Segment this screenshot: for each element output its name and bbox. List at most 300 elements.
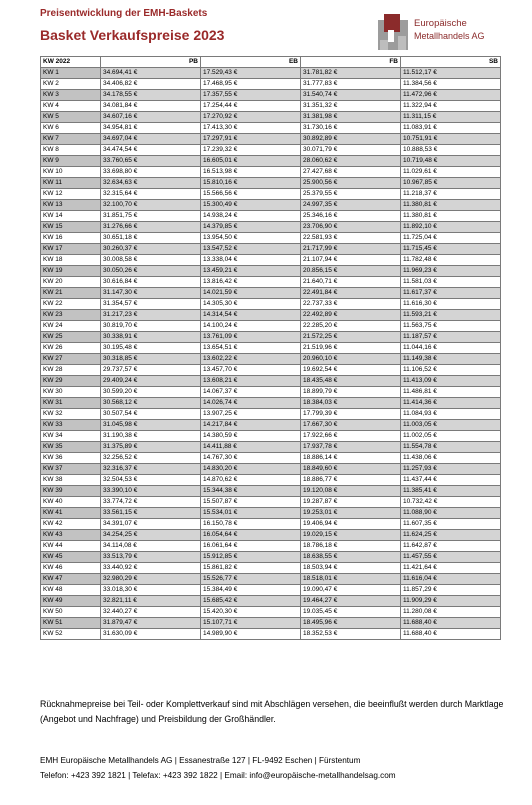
cell-kw: KW 28	[41, 365, 101, 376]
cell-sb: 11.607,35 €	[401, 519, 501, 530]
cell-kw: KW 45	[41, 552, 101, 563]
cell-sb: 11.624,25 €	[401, 530, 501, 541]
cell-pb: 31.375,89 €	[101, 442, 201, 453]
cell-sb: 11.581,03 €	[401, 277, 501, 288]
cell-kw: KW 31	[41, 398, 101, 409]
cell-sb: 11.593,21 €	[401, 310, 501, 321]
cell-fb: 18.518,01 €	[301, 574, 401, 585]
cell-eb: 15.912,85 €	[201, 552, 301, 563]
cell-fb: 21.640,71 €	[301, 277, 401, 288]
cell-kw: KW 37	[41, 464, 101, 475]
cell-kw: KW 18	[41, 255, 101, 266]
cell-kw: KW 49	[41, 596, 101, 607]
cell-pb: 32.440,27 €	[101, 607, 201, 618]
cell-eb: 17.270,92 €	[201, 112, 301, 123]
table-row	[41, 189, 501, 200]
cell-eb: 13.954,50 €	[201, 233, 301, 244]
cell-pb: 34.474,54 €	[101, 145, 201, 156]
table-row	[41, 68, 501, 79]
cell-pb: 30.599,20 €	[101, 387, 201, 398]
cell-kw: KW 15	[41, 222, 101, 233]
cell-pb: 30.507,54 €	[101, 409, 201, 420]
cell-pb: 33.440,92 €	[101, 563, 201, 574]
cell-sb: 11.857,29 €	[401, 585, 501, 596]
cell-fb: 18.899,79 €	[301, 387, 401, 398]
cell-fb: 18.435,48 €	[301, 376, 401, 387]
cell-eb: 15.861,82 €	[201, 563, 301, 574]
cell-pb: 34.607,16 €	[101, 112, 201, 123]
cell-kw: KW 6	[41, 123, 101, 134]
cell-eb: 16.605,01 €	[201, 156, 301, 167]
table-row	[41, 200, 501, 211]
table-row	[41, 453, 501, 464]
cell-pb: 30.651,18 €	[101, 233, 201, 244]
cell-pb: 30.050,26 €	[101, 266, 201, 277]
table-row	[41, 255, 501, 266]
cell-eb: 14.380,59 €	[201, 431, 301, 442]
cell-fb: 25.900,56 €	[301, 178, 401, 189]
column-header-sb: SB	[401, 57, 501, 68]
cell-eb: 16.054,64 €	[201, 530, 301, 541]
table-row	[41, 552, 501, 563]
cell-fb: 18.886,77 €	[301, 475, 401, 486]
cell-eb: 15.384,49 €	[201, 585, 301, 596]
cell-sb: 11.486,81 €	[401, 387, 501, 398]
cell-pb: 32.821,11 €	[101, 596, 201, 607]
cell-kw: KW 29	[41, 376, 101, 387]
cell-fb: 21.572,25 €	[301, 332, 401, 343]
table-row	[41, 563, 501, 574]
cell-eb: 15.507,87 €	[201, 497, 301, 508]
table-row	[41, 420, 501, 431]
cell-kw: KW 47	[41, 574, 101, 585]
cell-sb: 11.512,17 €	[401, 68, 501, 79]
cell-sb: 11.616,04 €	[401, 574, 501, 585]
cell-eb: 14.938,24 €	[201, 211, 301, 222]
cell-pb: 32.504,53 €	[101, 475, 201, 486]
cell-pb: 31.147,30 €	[101, 288, 201, 299]
cell-kw: KW 12	[41, 189, 101, 200]
cell-sb: 11.218,37 €	[401, 189, 501, 200]
cell-pb: 30.338,91 €	[101, 332, 201, 343]
cell-fb: 23.706,90 €	[301, 222, 401, 233]
table-row	[41, 530, 501, 541]
cell-sb: 11.106,52 €	[401, 365, 501, 376]
cell-kw: KW 1	[41, 68, 101, 79]
cell-sb: 10.719,48 €	[401, 156, 501, 167]
cell-pb: 33.390,10 €	[101, 486, 201, 497]
table-row	[41, 310, 501, 321]
cell-sb: 11.002,05 €	[401, 431, 501, 442]
cell-pb: 31.879,47 €	[101, 618, 201, 629]
cell-fb: 19.029,15 €	[301, 530, 401, 541]
cell-kw: KW 2	[41, 79, 101, 90]
cell-pb: 34.178,55 €	[101, 90, 201, 101]
cell-pb: 33.760,65 €	[101, 156, 201, 167]
cell-eb: 16.150,78 €	[201, 519, 301, 530]
cell-eb: 17.468,95 €	[201, 79, 301, 90]
cell-kw: KW 17	[41, 244, 101, 255]
cell-fb: 19.253,01 €	[301, 508, 401, 519]
cell-kw: KW 34	[41, 431, 101, 442]
cell-fb: 18.638,55 €	[301, 552, 401, 563]
cell-kw: KW 11	[41, 178, 101, 189]
cell-kw: KW 38	[41, 475, 101, 486]
cell-sb: 10.967,85 €	[401, 178, 501, 189]
cell-pb: 31.190,38 €	[101, 431, 201, 442]
cell-eb: 13.608,21 €	[201, 376, 301, 387]
cell-sb: 11.554,78 €	[401, 442, 501, 453]
cell-sb: 11.044,16 €	[401, 343, 501, 354]
table-row	[41, 398, 501, 409]
cell-sb: 11.257,93 €	[401, 464, 501, 475]
cell-eb: 17.357,55 €	[201, 90, 301, 101]
cell-sb: 11.029,61 €	[401, 167, 501, 178]
cell-kw: KW 32	[41, 409, 101, 420]
cell-fb: 18.384,03 €	[301, 398, 401, 409]
cell-pb: 33.774,72 €	[101, 497, 201, 508]
cell-pb: 34.081,84 €	[101, 101, 201, 112]
cell-fb: 31.777,83 €	[301, 79, 401, 90]
cell-pb: 31.851,75 €	[101, 211, 201, 222]
cell-kw: KW 9	[41, 156, 101, 167]
cell-eb: 13.457,70 €	[201, 365, 301, 376]
table-row	[41, 167, 501, 178]
table-row	[41, 222, 501, 233]
cell-pb: 34.254,25 €	[101, 530, 201, 541]
cell-fb: 20.856,15 €	[301, 266, 401, 277]
footer-address: EMH Europäische Metallhandels AG | Essanestraße 127 | FL-9492 Eschen | Fürstentum	[40, 756, 361, 765]
table-row	[41, 486, 501, 497]
cell-kw: KW 33	[41, 420, 101, 431]
cell-eb: 14.021,59 €	[201, 288, 301, 299]
cell-fb: 17.667,30 €	[301, 420, 401, 431]
cell-sb: 11.617,37 €	[401, 288, 501, 299]
cell-sb: 11.472,96 €	[401, 90, 501, 101]
cell-sb: 11.280,08 €	[401, 607, 501, 618]
table-row	[41, 277, 501, 288]
cell-eb: 17.529,43 €	[201, 68, 301, 79]
cell-sb: 11.311,15 €	[401, 112, 501, 123]
cell-sb: 10.888,53 €	[401, 145, 501, 156]
cell-pb: 34.406,82 €	[101, 79, 201, 90]
cell-pb: 31.045,98 €	[101, 420, 201, 431]
cell-kw: KW 27	[41, 354, 101, 365]
cell-sb: 11.384,56 €	[401, 79, 501, 90]
cell-pb: 34.391,07 €	[101, 519, 201, 530]
cell-eb: 13.602,22 €	[201, 354, 301, 365]
column-header-kw: KW 2022	[41, 57, 101, 68]
cell-kw: KW 7	[41, 134, 101, 145]
cell-eb: 16.061,64 €	[201, 541, 301, 552]
logo-line-2: Metallhandels AG	[414, 31, 485, 41]
cell-kw: KW 4	[41, 101, 101, 112]
table-row	[41, 156, 501, 167]
cell-pb: 30.195,48 €	[101, 343, 201, 354]
table-row	[41, 585, 501, 596]
table-row	[41, 101, 501, 112]
cell-pb: 33.018,30 €	[101, 585, 201, 596]
cell-sb: 11.438,06 €	[401, 453, 501, 464]
cell-pb: 31.354,57 €	[101, 299, 201, 310]
table-row	[41, 596, 501, 607]
cell-sb: 11.909,29 €	[401, 596, 501, 607]
cell-fb: 18.786,18 €	[301, 541, 401, 552]
cell-sb: 11.715,45 €	[401, 244, 501, 255]
cell-sb: 11.003,05 €	[401, 420, 501, 431]
table-row	[41, 112, 501, 123]
cell-fb: 22.581,93 €	[301, 233, 401, 244]
cell-pb: 32.980,29 €	[101, 574, 201, 585]
cell-eb: 15.420,30 €	[201, 607, 301, 618]
table-row	[41, 354, 501, 365]
table-row	[41, 90, 501, 101]
cell-fb: 20.960,10 €	[301, 354, 401, 365]
cell-pb: 30.616,84 €	[101, 277, 201, 288]
cell-fb: 19.287,87 €	[301, 497, 401, 508]
footer	[40, 753, 520, 783]
cell-sb: 11.414,36 €	[401, 398, 501, 409]
table-row	[41, 508, 501, 519]
cell-sb: 11.563,75 €	[401, 321, 501, 332]
cell-sb: 11.457,55 €	[401, 552, 501, 563]
cell-eb: 17.413,30 €	[201, 123, 301, 134]
table-row	[41, 629, 501, 640]
cell-eb: 14.830,20 €	[201, 464, 301, 475]
table-row	[41, 618, 501, 629]
cell-fb: 18.503,94 €	[301, 563, 401, 574]
cell-sb: 11.088,90 €	[401, 508, 501, 519]
cell-eb: 13.338,04 €	[201, 255, 301, 266]
cell-eb: 14.100,24 €	[201, 321, 301, 332]
table-row	[41, 134, 501, 145]
cell-sb: 11.380,81 €	[401, 211, 501, 222]
cell-eb: 17.297,91 €	[201, 134, 301, 145]
table-row	[41, 299, 501, 310]
cell-kw: KW 21	[41, 288, 101, 299]
cell-sb: 11.187,57 €	[401, 332, 501, 343]
cell-eb: 15.344,38 €	[201, 486, 301, 497]
table-row	[41, 321, 501, 332]
cell-fb: 18.849,60 €	[301, 464, 401, 475]
cell-eb: 13.907,25 €	[201, 409, 301, 420]
cell-pb: 31.217,23 €	[101, 310, 201, 321]
cell-kw: KW 20	[41, 277, 101, 288]
cell-sb: 11.413,09 €	[401, 376, 501, 387]
cell-eb: 14.411,88 €	[201, 442, 301, 453]
logo-line-1: Europäische	[414, 18, 467, 29]
cell-fb: 25.346,16 €	[301, 211, 401, 222]
cell-pb: 31.276,66 €	[101, 222, 201, 233]
table-row	[41, 288, 501, 299]
cell-eb: 14.305,30 €	[201, 299, 301, 310]
table-row	[41, 79, 501, 90]
cell-pb: 33.698,80 €	[101, 167, 201, 178]
cell-sb: 11.892,10 €	[401, 222, 501, 233]
table-row	[41, 332, 501, 343]
table-row	[41, 211, 501, 222]
cell-kw: KW 36	[41, 453, 101, 464]
cell-sb: 11.437,44 €	[401, 475, 501, 486]
cell-pb: 32.316,37 €	[101, 464, 201, 475]
cell-eb: 13.816,42 €	[201, 277, 301, 288]
table-row	[41, 475, 501, 486]
cell-fb: 31.381,98 €	[301, 112, 401, 123]
cell-kw: KW 50	[41, 607, 101, 618]
table-row	[41, 123, 501, 134]
cell-pb: 34.694,41 €	[101, 68, 201, 79]
cell-eb: 13.654,51 €	[201, 343, 301, 354]
cell-eb: 14.217,84 €	[201, 420, 301, 431]
cell-fb: 18.352,53 €	[301, 629, 401, 640]
cell-sb: 11.083,91 €	[401, 123, 501, 134]
cell-pb: 34.114,08 €	[101, 541, 201, 552]
cell-pb: 32.100,70 €	[101, 200, 201, 211]
cell-fb: 19.692,54 €	[301, 365, 401, 376]
cell-fb: 31.730,16 €	[301, 123, 401, 134]
cell-fb: 19.090,47 €	[301, 585, 401, 596]
cell-eb: 13.459,21 €	[201, 266, 301, 277]
table-row	[41, 431, 501, 442]
cell-pb: 29.409,24 €	[101, 376, 201, 387]
table-row	[41, 574, 501, 585]
cell-kw: KW 51	[41, 618, 101, 629]
cell-eb: 14.379,85 €	[201, 222, 301, 233]
table-row	[41, 365, 501, 376]
cell-sb: 11.642,87 €	[401, 541, 501, 552]
cell-kw: KW 26	[41, 343, 101, 354]
cell-eb: 15.534,01 €	[201, 508, 301, 519]
cell-pb: 32.256,52 €	[101, 453, 201, 464]
cell-eb: 13.547,52 €	[201, 244, 301, 255]
cell-eb: 14.870,62 €	[201, 475, 301, 486]
column-header-eb: EB	[201, 57, 301, 68]
cell-fb: 27.427,68 €	[301, 167, 401, 178]
cell-kw: KW 19	[41, 266, 101, 277]
cell-sb: 11.616,30 €	[401, 299, 501, 310]
cell-eb: 14.989,90 €	[201, 629, 301, 640]
cell-eb: 17.239,32 €	[201, 145, 301, 156]
cell-pb: 34.697,04 €	[101, 134, 201, 145]
cell-kw: KW 14	[41, 211, 101, 222]
cell-sb: 11.385,41 €	[401, 486, 501, 497]
cell-eb: 14.026,74 €	[201, 398, 301, 409]
cell-kw: KW 8	[41, 145, 101, 156]
cell-kw: KW 35	[41, 442, 101, 453]
table-row	[41, 343, 501, 354]
table-row	[41, 464, 501, 475]
cell-pb: 31.630,09 €	[101, 629, 201, 640]
cell-pb: 30.008,58 €	[101, 255, 201, 266]
column-header-pb: PB	[101, 57, 201, 68]
cell-kw: KW 44	[41, 541, 101, 552]
cell-sb: 11.149,38 €	[401, 354, 501, 365]
cell-fb: 18.886,14 €	[301, 453, 401, 464]
cell-fb: 31.781,82 €	[301, 68, 401, 79]
table-row	[41, 266, 501, 277]
cell-fb: 31.540,74 €	[301, 90, 401, 101]
price-table	[40, 56, 501, 640]
cell-sb: 11.084,93 €	[401, 409, 501, 420]
cell-sb: 10.751,91 €	[401, 134, 501, 145]
cell-pb: 32.634,63 €	[101, 178, 201, 189]
cell-eb: 16.513,98 €	[201, 167, 301, 178]
cell-kw: KW 10	[41, 167, 101, 178]
cell-fb: 22.492,89 €	[301, 310, 401, 321]
cell-eb: 14.314,54 €	[201, 310, 301, 321]
cell-sb: 10.732,42 €	[401, 497, 501, 508]
cell-fb: 19.120,08 €	[301, 486, 401, 497]
cell-fb: 24.997,35 €	[301, 200, 401, 211]
cell-kw: KW 30	[41, 387, 101, 398]
cell-eb: 14.067,37 €	[201, 387, 301, 398]
table-row	[41, 376, 501, 387]
cell-eb: 15.810,16 €	[201, 178, 301, 189]
cell-fb: 17.937,78 €	[301, 442, 401, 453]
cell-sb: 11.688,40 €	[401, 629, 501, 640]
cell-eb: 15.300,49 €	[201, 200, 301, 211]
table-row	[41, 145, 501, 156]
cell-pb: 33.561,15 €	[101, 508, 201, 519]
cell-pb: 30.318,85 €	[101, 354, 201, 365]
cell-fb: 19.406,94 €	[301, 519, 401, 530]
cell-eb: 15.107,71 €	[201, 618, 301, 629]
page-subtitle: Preisentwicklung der EMH-Baskets	[40, 8, 208, 19]
cell-pb: 33.513,79 €	[101, 552, 201, 563]
table-row	[41, 178, 501, 189]
column-header-fb: FB	[301, 57, 401, 68]
cell-kw: KW 43	[41, 530, 101, 541]
footer-contact: Telefon: +423 392 1821 | Telefax: +423 392 1822 | Email: info@europäische-metallhandelsag.com	[40, 771, 396, 780]
cell-pb: 30.819,70 €	[101, 321, 201, 332]
cell-eb: 14.767,30 €	[201, 453, 301, 464]
table-body	[41, 68, 501, 640]
cell-eb: 13.761,09 €	[201, 332, 301, 343]
table-header-row	[41, 57, 501, 68]
table-row	[41, 541, 501, 552]
cell-kw: KW 5	[41, 112, 101, 123]
page-title: Basket Verkaufspreise 2023	[40, 27, 225, 43]
cell-kw: KW 40	[41, 497, 101, 508]
cell-fb: 31.351,32 €	[301, 101, 401, 112]
cell-eb: 17.254,44 €	[201, 101, 301, 112]
table-row	[41, 442, 501, 453]
cell-fb: 30.071,79 €	[301, 145, 401, 156]
cell-kw: KW 42	[41, 519, 101, 530]
cell-sb: 11.782,48 €	[401, 255, 501, 266]
cell-fb: 30.892,89 €	[301, 134, 401, 145]
cell-fb: 19.035,45 €	[301, 607, 401, 618]
cell-kw: KW 48	[41, 585, 101, 596]
cell-fb: 21.519,96 €	[301, 343, 401, 354]
cell-pb: 30.260,37 €	[101, 244, 201, 255]
logo-text	[414, 18, 485, 42]
cell-fb: 22.737,33 €	[301, 299, 401, 310]
cell-kw: KW 13	[41, 200, 101, 211]
cell-kw: KW 41	[41, 508, 101, 519]
cell-fb: 28.060,62 €	[301, 156, 401, 167]
cell-sb: 11.725,04 €	[401, 233, 501, 244]
cell-kw: KW 52	[41, 629, 101, 640]
cell-fb: 21.717,99 €	[301, 244, 401, 255]
cell-pb: 32.315,64 €	[101, 189, 201, 200]
table-row	[41, 409, 501, 420]
cell-eb: 15.566,56 €	[201, 189, 301, 200]
table-row	[41, 519, 501, 530]
cell-fb: 17.922,66 €	[301, 431, 401, 442]
cell-pb: 34.954,81 €	[101, 123, 201, 134]
table-row	[41, 244, 501, 255]
